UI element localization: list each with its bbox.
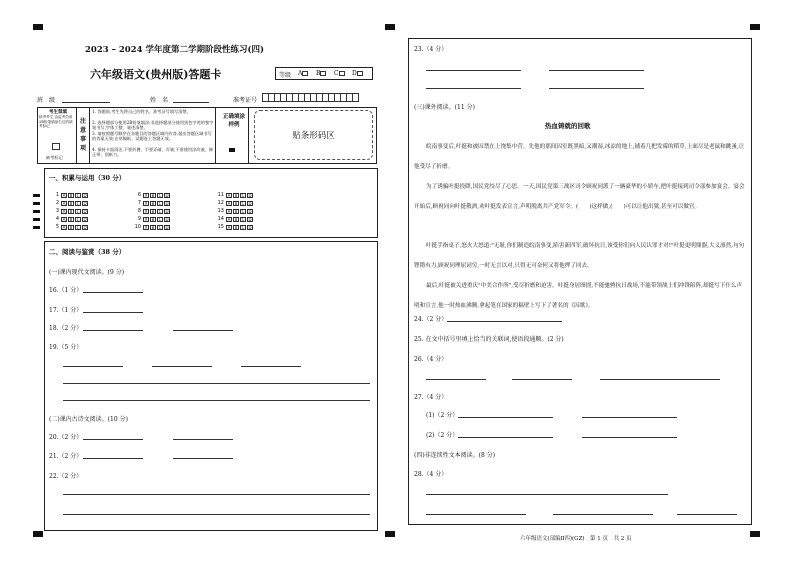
mc-option-bubble[interactable]: A — [227, 193, 231, 198]
q27-1-label: (1)（2 分） — [426, 412, 459, 419]
mc-question-row — [214, 192, 254, 199]
mc-option-bubble[interactable]: B — [234, 209, 238, 214]
grade-option-a[interactable]: A — [298, 70, 309, 77]
side-mark-3 — [33, 210, 40, 213]
mc-question-row — [49, 224, 89, 231]
mc-option-bubble[interactable]: A — [62, 201, 66, 206]
mc-option-bubble[interactable]: C — [158, 225, 162, 230]
mc-question-number: 3 — [55, 208, 59, 214]
q16-answer[interactable] — [83, 292, 143, 293]
corner-mark-top-left — [33, 24, 43, 30]
side-mark-4 — [33, 218, 40, 221]
mc-option-bubble[interactable]: D — [165, 217, 169, 222]
mc-option-bubble[interactable]: A — [144, 225, 148, 230]
mc-question-number: 8 — [137, 208, 141, 214]
mc-option-bubble[interactable]: D — [248, 217, 252, 222]
q26-label: 26.（4 分） — [414, 356, 448, 363]
mc-option-bubble[interactable]: B — [69, 225, 73, 230]
mc-option-bubble[interactable]: C — [76, 193, 80, 198]
name-field[interactable] — [173, 102, 209, 103]
mc-option-bubble[interactable]: B — [151, 209, 155, 214]
mc-option-bubble[interactable]: B — [234, 217, 238, 222]
corner-mark-bottom-right — [750, 531, 760, 537]
mc-question-number: 2 — [55, 200, 59, 206]
q28-answer-1[interactable] — [426, 494, 668, 495]
mc-option-bubble[interactable]: D — [83, 193, 87, 198]
notice-title: 注意事项 — [77, 107, 90, 164]
exam-id-label: 准考证号 — [233, 97, 258, 104]
side-mark-5 — [33, 226, 40, 229]
mc-option-bubble[interactable]: D — [83, 225, 87, 230]
missing-checkbox[interactable] — [52, 143, 60, 150]
mc-question-row — [214, 200, 254, 207]
mc-option-bubble[interactable]: C — [158, 201, 162, 206]
mc-option-bubble[interactable]: C — [76, 217, 80, 222]
q27-2-answer-1[interactable] — [458, 437, 553, 438]
q19-label: 19.（5 分） — [49, 344, 83, 351]
q19-answer-1[interactable] — [63, 366, 123, 367]
class-label: 班 级 — [37, 97, 56, 104]
mc-question-number: 15 — [217, 224, 224, 230]
page-footer: 六年级语文(部编Ⅱ四)(GZ) 第 1 页 共 2 页 — [520, 536, 632, 542]
q17-answer[interactable] — [83, 312, 143, 313]
name-label: 姓 名 — [150, 97, 169, 104]
q23-label: 23.（4 分） — [414, 46, 448, 53]
q26-answer-1[interactable] — [426, 379, 486, 380]
q23-answer-1[interactable] — [426, 70, 521, 71]
mc-question-row — [214, 224, 254, 231]
mc-question-row — [131, 192, 171, 199]
mc-option-bubble[interactable]: C — [76, 225, 80, 230]
grade-option-c[interactable]: C — [334, 70, 346, 77]
mc-question-number: 11 — [217, 192, 224, 198]
q19-answer-3[interactable] — [241, 366, 301, 367]
side-mark-2 — [33, 202, 40, 205]
mc-option-bubble[interactable]: A — [62, 209, 66, 214]
mc-option-bubble[interactable]: C — [158, 209, 162, 214]
side-mark-1 — [33, 194, 40, 197]
q18-answer-2[interactable] — [173, 330, 233, 331]
mc-option-bubble[interactable]: C — [241, 225, 245, 230]
mc-question-row — [131, 200, 171, 207]
corner-mark-bottom-left — [33, 531, 43, 537]
mc-question-number: 6 — [137, 192, 141, 198]
section1-title: 一、积累与运用（30 分） — [49, 174, 126, 182]
mc-option-bubble[interactable]: D — [248, 201, 252, 206]
q22-answer-1[interactable] — [63, 494, 370, 495]
q23-answer-4[interactable] — [549, 88, 644, 89]
class-field[interactable] — [62, 102, 110, 103]
missing-box-text: 缺考考生,由监考员用2B铅笔填涂右边的缺考标记 — [39, 115, 73, 129]
rule-4: 4. 保持卡面清洁,不要折叠、不要弄破、弄皱,不准使用涂改液、修正带、刮纸刀。 — [92, 147, 214, 158]
mc-option-bubble[interactable]: B — [69, 193, 73, 198]
q21-answer-1[interactable] — [83, 458, 143, 459]
mc-option-bubble[interactable]: B — [234, 193, 238, 198]
q27-1-answer-2[interactable] — [582, 417, 677, 418]
mc-option-bubble[interactable]: C — [241, 193, 245, 198]
q27-label: 27.（4 分） — [414, 394, 448, 401]
q28-answer-3[interactable] — [553, 514, 653, 515]
mc-question-number: 10 — [134, 224, 141, 230]
mc-option-bubble[interactable]: A — [144, 193, 148, 198]
q22-label: 22.（2 分） — [49, 473, 83, 480]
q23-answer-2[interactable] — [549, 70, 644, 71]
mc-question-number: 9 — [137, 216, 141, 222]
mc-option-bubble[interactable]: B — [234, 225, 238, 230]
mc-option-bubble[interactable]: D — [165, 225, 169, 230]
passage-paragraph-4: 最后,叶挺被关进重庆"中美合作所",受尽折磨和迫害。叶挺身居囹圄,不能驰骋抗日战场,不能带领战士们冲锋陷阵,却挺写下什么声明和宣言,他一时热血沸腾,拿起笔在国家的稿壁上写下了著名的《囚歌》。 — [414, 283, 743, 309]
mc-option-bubble[interactable]: A — [144, 201, 148, 206]
q27-2-label: (2)（2 分） — [426, 432, 459, 439]
part1-title: (一)课内现代文阅读。(9 分) — [49, 269, 125, 276]
part4-title: (四)非连续性文本阅读。(8 分) — [414, 452, 496, 459]
mc-option-bubble[interactable]: B — [69, 217, 73, 222]
mc-option-bubble[interactable]: C — [241, 209, 245, 214]
q25-label: 25. 在文中括号里填上恰当的关联词,使语段通顺。(2 分) — [414, 336, 564, 343]
grade-option-d[interactable]: D — [352, 70, 364, 77]
mc-option-bubble[interactable]: A — [62, 225, 66, 230]
mc-option-bubble[interactable]: D — [248, 225, 252, 230]
card-title: 六年级语文(贵州版)答题卡 — [90, 68, 222, 81]
grade-label: 等级 — [279, 72, 292, 79]
mc-question-row — [214, 208, 254, 215]
rule-1: 1. 答题前,考生先将自己的姓名、准考证号填写清楚。 — [92, 109, 191, 114]
mc-option-bubble[interactable]: D — [83, 201, 87, 206]
mc-question-row — [131, 216, 171, 223]
q18-label: 18.（2 分） — [49, 325, 83, 332]
passage-paragraph-3: 叶挺手指桌子,怒火大怒道:"无耻,你们制造皖南事变,陷害新四军,破坏抗日,该受你们向人民认罪才对!"叶挺更明鼎器,大义凛然,句句铿锵有力,顾祝同理屈词穷,一时无言以对,只得无可奈何又将他押了回去。 — [414, 243, 745, 269]
exam-id-cells[interactable] — [262, 93, 358, 104]
q21-label: 21.（2 分） — [49, 453, 83, 460]
mc-option-bubble[interactable]: A — [144, 217, 148, 222]
mc-question-number: 13 — [217, 208, 224, 214]
section2-title: 二、阅读与鉴赏（38 分） — [49, 248, 126, 256]
q26-answer-3[interactable] — [600, 379, 720, 380]
mc-option-bubble[interactable]: C — [76, 201, 80, 206]
mc-option-bubble[interactable]: C — [76, 209, 80, 214]
q26-answer-2[interactable] — [512, 379, 572, 380]
mc-option-bubble[interactable]: D — [248, 193, 252, 198]
grade-option-b[interactable]: B — [316, 70, 327, 77]
q23-answer-3[interactable] — [426, 88, 521, 89]
mc-option-bubble[interactable]: B — [234, 201, 238, 206]
mc-question-row — [49, 216, 89, 223]
q24-answer[interactable] — [447, 321, 562, 322]
mc-option-bubble[interactable]: C — [241, 201, 245, 206]
q21-answer-2[interactable] — [173, 458, 233, 459]
mc-question-number: 5 — [55, 224, 59, 230]
section2-box — [44, 241, 378, 531]
passage-paragraph-2: 为了诱骗叶挺投降,国民党绞尽了心思。一天,国民党第三战区司令顾祝同派了一辆豪华的小轿车,把叶挺接到司令部参加宴会。宴会开始后,顾祝同向叶挺敬酒,劝叶挺发表宣言,声明脱离共产党军令。( )这样做,( )可以让他出狱,甚至可以做官。 — [414, 184, 745, 210]
mc-option-bubble[interactable]: C — [241, 217, 245, 222]
mc-option-bubble[interactable]: D — [83, 217, 87, 222]
mc-question-number: 1 — [55, 192, 59, 198]
mc-option-bubble[interactable]: C — [158, 193, 162, 198]
mc-question-number: 12 — [217, 200, 224, 206]
mc-question-row — [214, 216, 254, 223]
missing-box-label: 考生禁填 — [49, 110, 67, 115]
mc-option-bubble[interactable]: A — [227, 209, 231, 214]
passage-title: 热血铸就的回歌 — [545, 122, 591, 130]
q18-answer-1[interactable] — [83, 330, 143, 331]
q20-label: 20.（2 分） — [49, 434, 83, 441]
rule-3: 3. 请按照题号顺序在各题目的答题区域内作答,超出答题区域书写的答案无效;在草稿纸、试题卷上答题无效。 — [92, 131, 212, 142]
mc-question-row — [49, 200, 89, 207]
mc-question-row — [49, 192, 89, 199]
corner-mark-bottom-mid — [385, 531, 395, 537]
mc-option-bubble[interactable]: A — [227, 201, 231, 206]
fill-example: 正确填涂样例 — [215, 107, 249, 164]
mc-option-bubble[interactable]: D — [165, 209, 169, 214]
exam-title: 2023 – 2024 学年度第二学期阶段性练习(四) — [85, 45, 264, 55]
mc-option-bubble[interactable]: B — [151, 225, 155, 230]
grade-box — [275, 67, 373, 80]
mc-option-bubble[interactable]: A — [144, 209, 148, 214]
missing-mark-label: 缺考标记 — [46, 155, 63, 160]
q28-label: 28.（4 分） — [414, 471, 448, 478]
mc-option-bubble[interactable]: D — [83, 209, 87, 214]
mc-option-bubble[interactable]: A — [227, 217, 231, 222]
q24-label: 24.（2 分） — [414, 316, 448, 323]
q16-label: 16.（1 分） — [49, 287, 83, 294]
mc-option-bubble[interactable]: B — [69, 209, 73, 214]
passage-paragraph-1: 皖南事变后,叶挺和被囚禁在上饶集中营。先他的那间囚室既黑暗,又潮湿,冰凉的地上,铺着几把发霉的稻草,上面尽是老鼠和跳蚤,让他受尽了折磨。 — [414, 144, 745, 170]
q22-answer-2[interactable] — [63, 514, 370, 515]
corner-mark-top-right — [750, 24, 760, 30]
mc-option-bubble[interactable]: B — [69, 201, 73, 206]
mc-option-bubble[interactable]: D — [165, 201, 169, 206]
mc-question-row — [49, 208, 89, 215]
mc-question-row — [131, 224, 171, 231]
q19-answer-4[interactable] — [63, 383, 370, 384]
mc-option-bubble[interactable]: B — [151, 217, 155, 222]
q28-answer-2[interactable] — [426, 514, 526, 515]
q20-answer-2[interactable] — [173, 439, 233, 440]
q27-2-answer-2[interactable] — [582, 437, 677, 438]
part3-title: (三)课外阅读。(11 分) — [414, 104, 475, 111]
mc-question-row — [131, 208, 171, 215]
q20-answer-1[interactable] — [83, 439, 143, 440]
rule-2: 2. 选择题部分使用2B铅笔填涂;非选择题部分使用黑色字迹的签字笔书写,字体工整、笔迹清楚。 — [92, 120, 214, 131]
part2-title: (二)课内古诗文阅读。(10 分) — [49, 416, 128, 423]
barcode-area: 贴条形码区 — [254, 110, 373, 160]
mc-question-number: 14 — [217, 216, 224, 222]
q19-answer-5[interactable] — [63, 400, 370, 401]
mc-question-number: 7 — [137, 200, 141, 206]
q17-label: 17.（1 分） — [49, 307, 83, 314]
q28-answer-4[interactable] — [677, 514, 737, 515]
mc-option-bubble[interactable]: D — [165, 193, 169, 198]
mc-question-number: 4 — [55, 216, 59, 222]
corner-mark-top-mid — [385, 24, 395, 30]
mc-option-bubble[interactable]: A — [62, 217, 66, 222]
q27-1-answer-1[interactable] — [458, 417, 553, 418]
missing-box — [37, 107, 77, 164]
mc-option-bubble[interactable]: A — [227, 225, 231, 230]
mc-option-bubble[interactable]: A — [62, 193, 66, 198]
mc-option-bubble[interactable]: C — [158, 217, 162, 222]
mc-option-bubble[interactable]: B — [151, 193, 155, 198]
q19-answer-2[interactable] — [152, 366, 212, 367]
mc-option-bubble[interactable]: B — [151, 201, 155, 206]
mc-option-bubble[interactable]: D — [248, 209, 252, 214]
